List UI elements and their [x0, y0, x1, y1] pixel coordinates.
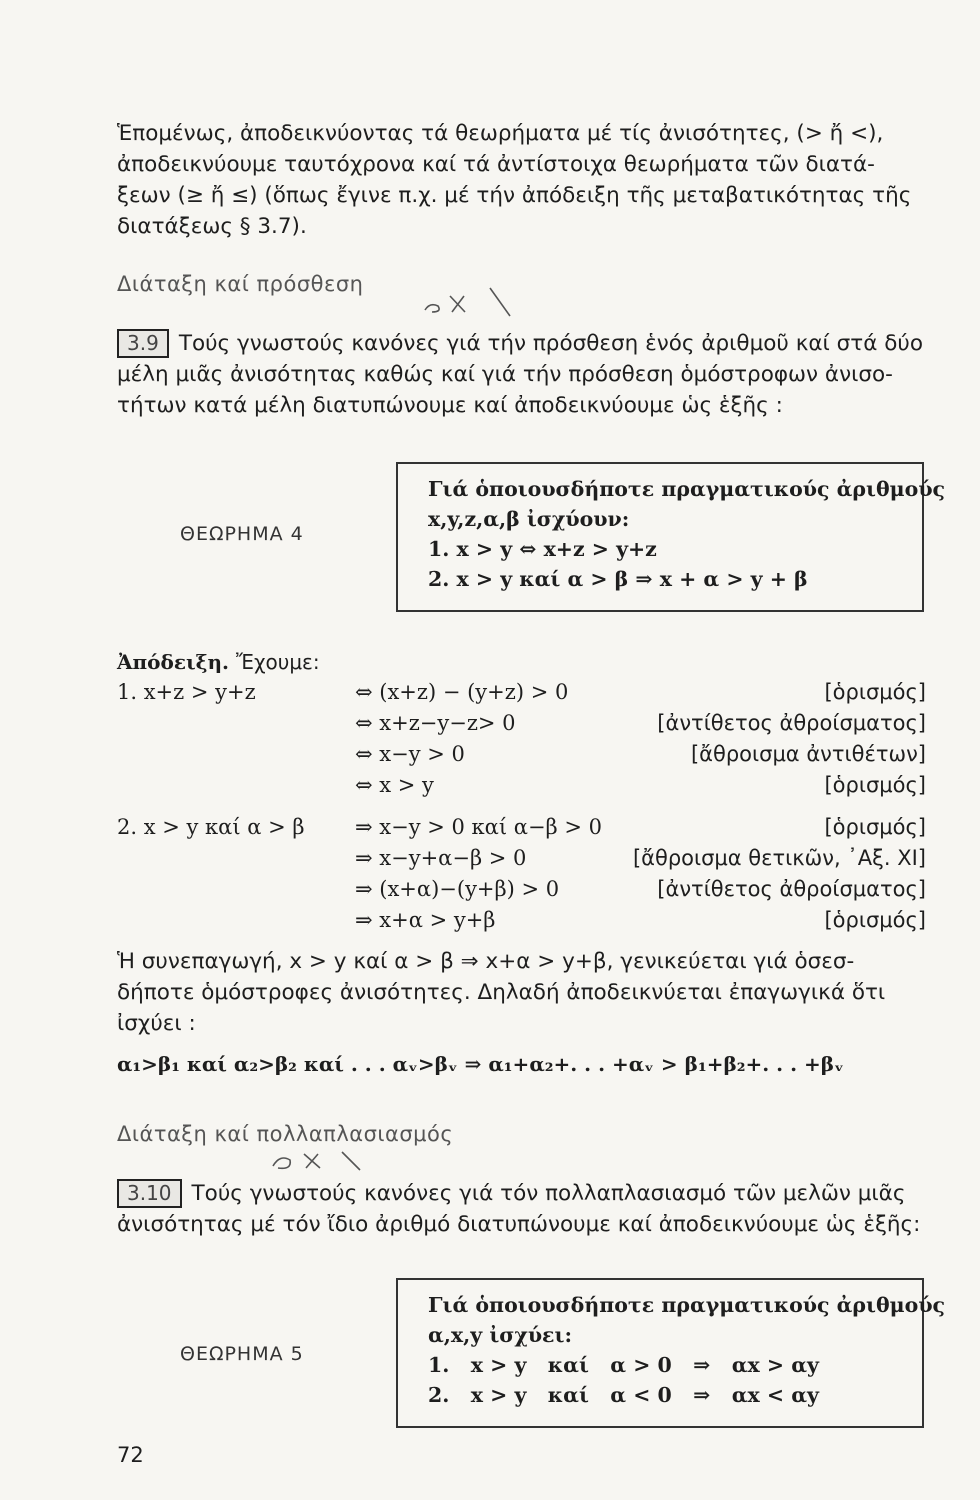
proof-reason: [ἄθροισμα θετικῶν, ᾽Αξ. XI]: [632, 846, 926, 870]
text-line: μέλη μιᾶς ἀνισότητας καθώς καί γιά τήν πρόσθεση ὁμόστροφων ἀνισο-: [117, 362, 893, 387]
proof-step: ⇔ x−y > 0: [355, 742, 465, 766]
text-line: διατάξεως § 3.7).: [117, 214, 307, 239]
text-line: Τούς γνωστούς κανόνες γιά τόν πολλαπλασιασμό τῶν μελῶν μιᾶς: [191, 1181, 906, 1206]
proof-title: Ἀπόδειξη.: [117, 650, 230, 674]
theorem-4-box: [396, 462, 946, 612]
intro-paragraph: [117, 118, 927, 242]
text-line: τήτων κατά μέλη διατυπώνουμε καί ἀποδεικνύουμε ὡς ἑξῆς :: [117, 393, 783, 418]
generalization-paragraph: [117, 946, 927, 1039]
proof-step: ⇔ x+z−y−z> 0: [355, 711, 516, 735]
text-line: ἀποδεικνύουμε ταυτόχρονα καί τά ἀντίστοιχα θεωρήματα τῶν διατά-: [117, 152, 875, 177]
pencil-mark: [268, 1142, 378, 1178]
proof-step: ⇔ (x+z) − (y+z) > 0: [355, 680, 569, 704]
proof-intro: Ἔχουμε:: [236, 650, 320, 674]
theorem-line: Γιά ὁποιουσδήποτε πραγματικούς ἀριθμούς: [428, 1293, 946, 1317]
text-line: ἰσχύει :: [117, 1011, 196, 1036]
section-heading-multiplication: Διάταξη καί πολλαπλασιασμός: [117, 1122, 454, 1146]
section-number: 3.9: [117, 329, 169, 358]
proof-step: ⇒ (x+α)−(y+β) > 0: [355, 877, 560, 901]
theorem-5-box: [396, 1278, 946, 1428]
page-number: 72: [117, 1443, 144, 1467]
proof-reason: [ὁρισμός]: [824, 773, 926, 797]
pencil-mark: [420, 282, 520, 322]
section-3-9-paragraph: [117, 328, 927, 421]
section-3-10-paragraph: [117, 1178, 927, 1240]
theorem-line: 2. x > y καί α > β ⇒ x + α > y + β: [428, 567, 808, 591]
proof-reason: [ἄθροισμα ἀντιθέτων]: [690, 742, 926, 766]
proof-left: 1. x+z > y+z: [117, 680, 256, 704]
section-number: 3.10: [117, 1179, 182, 1208]
proof-heading: [117, 650, 320, 674]
proof-reason: [ὁρισμός]: [824, 680, 926, 704]
theorem-line: 1. x > y καί α > 0 ⇒ αx > αy: [428, 1353, 819, 1377]
proof-left: 2. x > y καί α > β: [117, 815, 305, 839]
text-line: Ἡ συνεπαγωγή, x > y καί α > β ⇒ x+α > y+β, γενικεύεται γιά ὁσεσ-: [117, 949, 855, 974]
theorem-4-label: ΘΕΩΡΗΜΑ 4: [180, 523, 304, 545]
text-line: δήποτε ὁμόστροφες ἀνισότητες. Δηλαδή ἀποδεικνύεται ἐπαγωγικά ὅτι: [117, 980, 886, 1005]
theorem-line: 2. x > y καί α < 0 ⇒ αx < αy: [428, 1383, 819, 1407]
text-line: ἀνισότητας μέ τόν ἴδιο ἀριθμό διατυπώνουμε καί ἀποδεικνύουμε ὡς ἑξῆς:: [117, 1212, 921, 1237]
theorem-5-label: ΘΕΩΡΗΜΑ 5: [180, 1343, 304, 1365]
proof-step: ⇒ x+α > y+β: [355, 908, 496, 932]
theorem-line: Γιά ὁποιουσδήποτε πραγματικούς ἀριθμούς: [428, 477, 946, 501]
theorem-line: α,x,y ἰσχύει:: [428, 1323, 573, 1347]
theorem-line: x,y,z,α,β ἰσχύουν:: [428, 507, 630, 531]
section-heading-addition: Διάταξη καί πρόσθεση: [117, 272, 364, 296]
text-line: Τούς γνωστούς κανόνες γιά τήν πρόσθεση ἑνός ἀριθμοῦ καί στά δύο: [178, 331, 923, 356]
generalization-formula: α₁>β₁ καί α₂>β₂ καί . . . αᵥ>βᵥ ⇒ α₁+α₂+. . . +αᵥ > β₁+β₂+. . . +βᵥ: [117, 1052, 844, 1076]
proof-reason: [ἀντίθετος ἀθροίσματος]: [657, 711, 926, 735]
proof-step: ⇔ x > y: [355, 773, 434, 797]
text-line: ξεων (≥ ἤ ≤) (ὅπως ἔγινε π.χ. μέ τήν ἀπόδειξη τῆς μεταβατικότητας τῆς: [117, 183, 912, 208]
proof-reason: [ἀντίθετος ἀθροίσματος]: [657, 877, 926, 901]
text-line: Ἑπομένως, ἀποδεικνύοντας τά θεωρήματα μέ τίς ἀνισότητες, (> ἤ <),: [117, 121, 884, 146]
theorem-line: 1. x > y ⇔ x+z > y+z: [428, 537, 657, 561]
proof-step: ⇒ x−y+α−β > 0: [355, 846, 527, 870]
proof-step: ⇒ x−y > 0 καί α−β > 0: [355, 815, 602, 839]
proof-reason: [ὁρισμός]: [824, 908, 926, 932]
proof-reason: [ὁρισμός]: [824, 815, 926, 839]
